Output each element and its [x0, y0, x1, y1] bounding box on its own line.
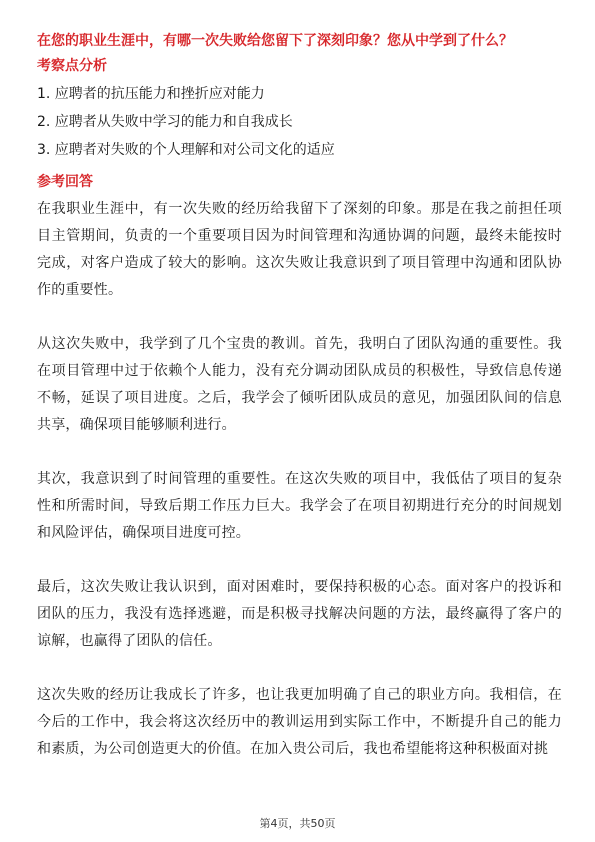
analysis-point: 1. 应聘者的抗压能力和挫折应对能力 [37, 86, 265, 102]
analysis-point: 2. 应聘者从失败中学习的能力和自我成长 [37, 114, 293, 130]
analysis-title: 考察点分析 [37, 58, 107, 74]
document-page [37, 30, 562, 763]
question-heading: 在您的职业生涯中，有哪一次失败给您留下了深刻印象？您从中学到了什么？ [37, 33, 513, 49]
analysis-points-list [37, 80, 562, 164]
answer-paragraph: 最后，这次失败让我认识到，面对困难时，要保持积极的心态。面对客户的投诉和团队的压力，我没有选择逃避，而是积极寻找解决问题的方法，最终赢得了客户的谅解，也赢得了团队的信任。 [37, 579, 562, 649]
page-number: 第4页，共50页 [259, 817, 336, 830]
analysis-point: 3. 应聘者对失败的个人理解和对公司文化的适应 [37, 142, 335, 158]
answer-title: 参考回答 [37, 174, 93, 190]
answer-paragraph: 在我职业生涯中，有一次失败的经历给我留下了深刻的印象。那是在我之前担任项目主管期间，负责的一个重要项目因为时间管理和沟通协调的问题，最终未能按时完成，对客户造成了较大的影响。这次失败让我意识到了项目管理中沟通和团队协作的重要性。 [37, 201, 562, 298]
answer-paragraph: 其次，我意识到了时间管理的重要性。在这次失败的项目中，我低估了项目的复杂性和所需时间，导致后期工作压力巨大。我学会了在项目初期进行充分的时间规划和风险评估，确保项目进度可控。 [37, 471, 562, 541]
answer-paragraph: 这次失败的经历让我成长了许多，也让我更加明确了自己的职业方向。我相信，在今后的工作中，我会将这次经历中的教训运用到实际工作中，不断提升自己的能力和素质，为公司创造更大的价值。在加入贵公司后，我也希望能将这种积极面对挑 [37, 687, 562, 757]
answer-paragraph: 从这次失败中，我学到了几个宝贵的教训。首先，我明白了团队沟通的重要性。我在项目管理中过于依赖个人能力，没有充分调动团队成员的积极性，导致信息传递不畅，延误了项目进度。之后，我学会了倾听团队成员的意见，加强团队间的信息共享，确保项目能够顺利进行。 [37, 336, 562, 433]
